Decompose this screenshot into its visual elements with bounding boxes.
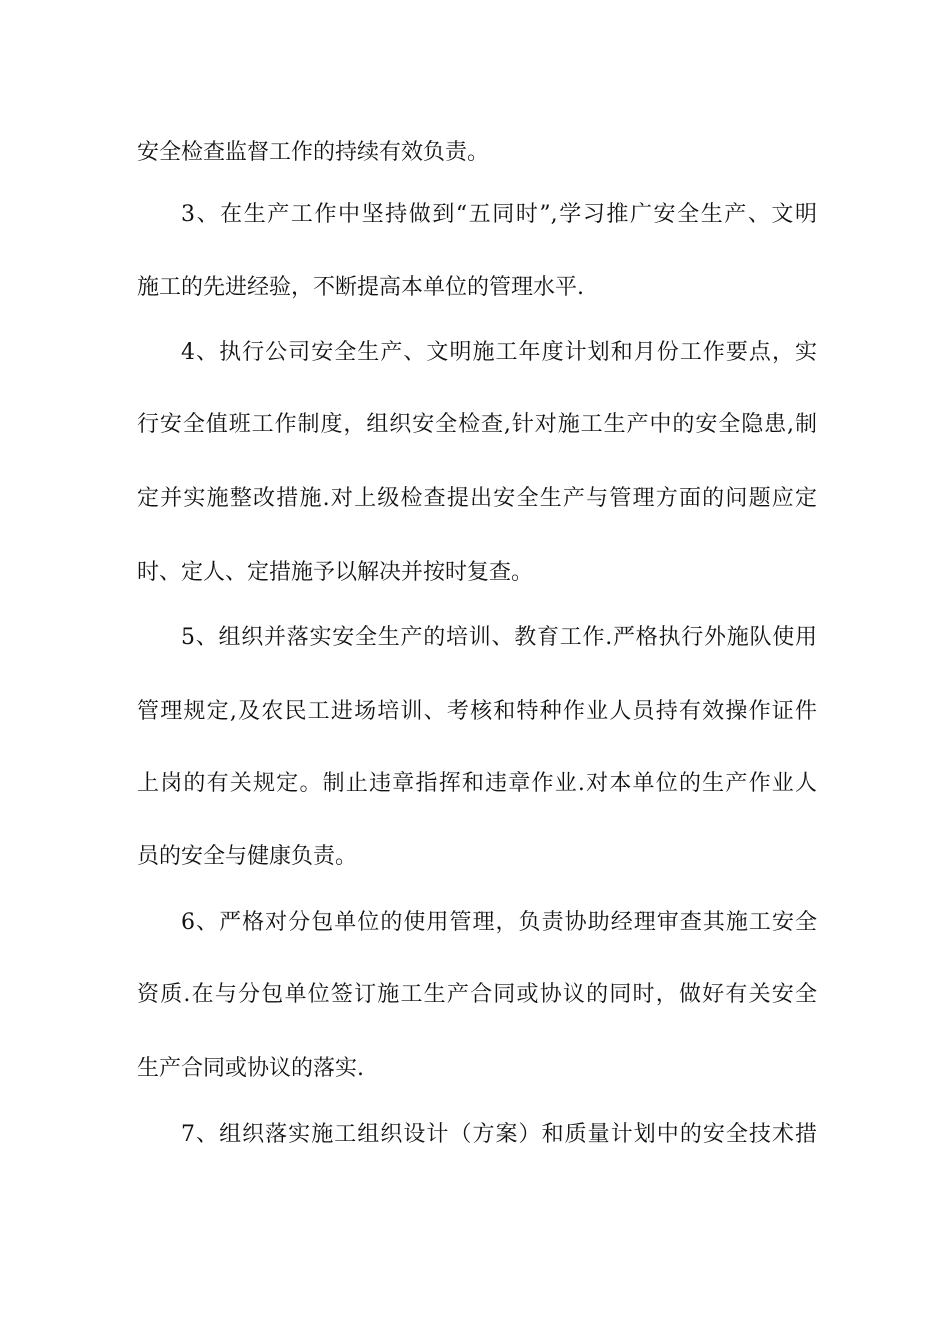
text-line: 安全检查监督工作的持续有效负责。 [137, 140, 490, 165]
text-line: 施工的先进经验，不断提高本单位的管理水平. [137, 275, 584, 300]
text-line: 上岗的有关规定。制止违章指挥和违章作业.对本单位的生产作业人 [137, 771, 817, 796]
text-line: 时、定人、定措施予以解决并按时复查。 [137, 560, 534, 585]
text-line: 员的安全与健康负责。 [137, 844, 358, 869]
text-line: 7、组织落实施工组织设计（方案）和质量计划中的安全技术措 [181, 1122, 817, 1147]
text-line: 定并实施整改措施.对上级检查提出安全生产与管理方面的问题应定 [137, 486, 817, 511]
text-line: 行安全值班工作制度，组织安全检查,针对施工生产中的安全隐患,制 [137, 412, 817, 437]
text-line: 资质.在与分包单位签订施工生产合同或协议的同时，做好有关安全 [137, 982, 817, 1007]
text-line: 4、执行公司安全生产、文明施工年度计划和月份工作要点，实 [181, 340, 817, 365]
text-line: 6、严格对分包单位的使用管理，负责协助经理审查其施工安全 [181, 910, 817, 935]
text-line: 生产合同或协议的落实. [137, 1056, 364, 1081]
text-line: 3、在生产工作中坚持做到“五同时”,学习推广安全生产、文明 [181, 202, 817, 227]
text-line: 5、组织并落实安全生产的培训、教育工作.严格执行外施队使用 [181, 625, 817, 650]
text-line: 管理规定,及农民工进场培训、考核和特种作业人员持有效操作证件 [137, 699, 817, 724]
